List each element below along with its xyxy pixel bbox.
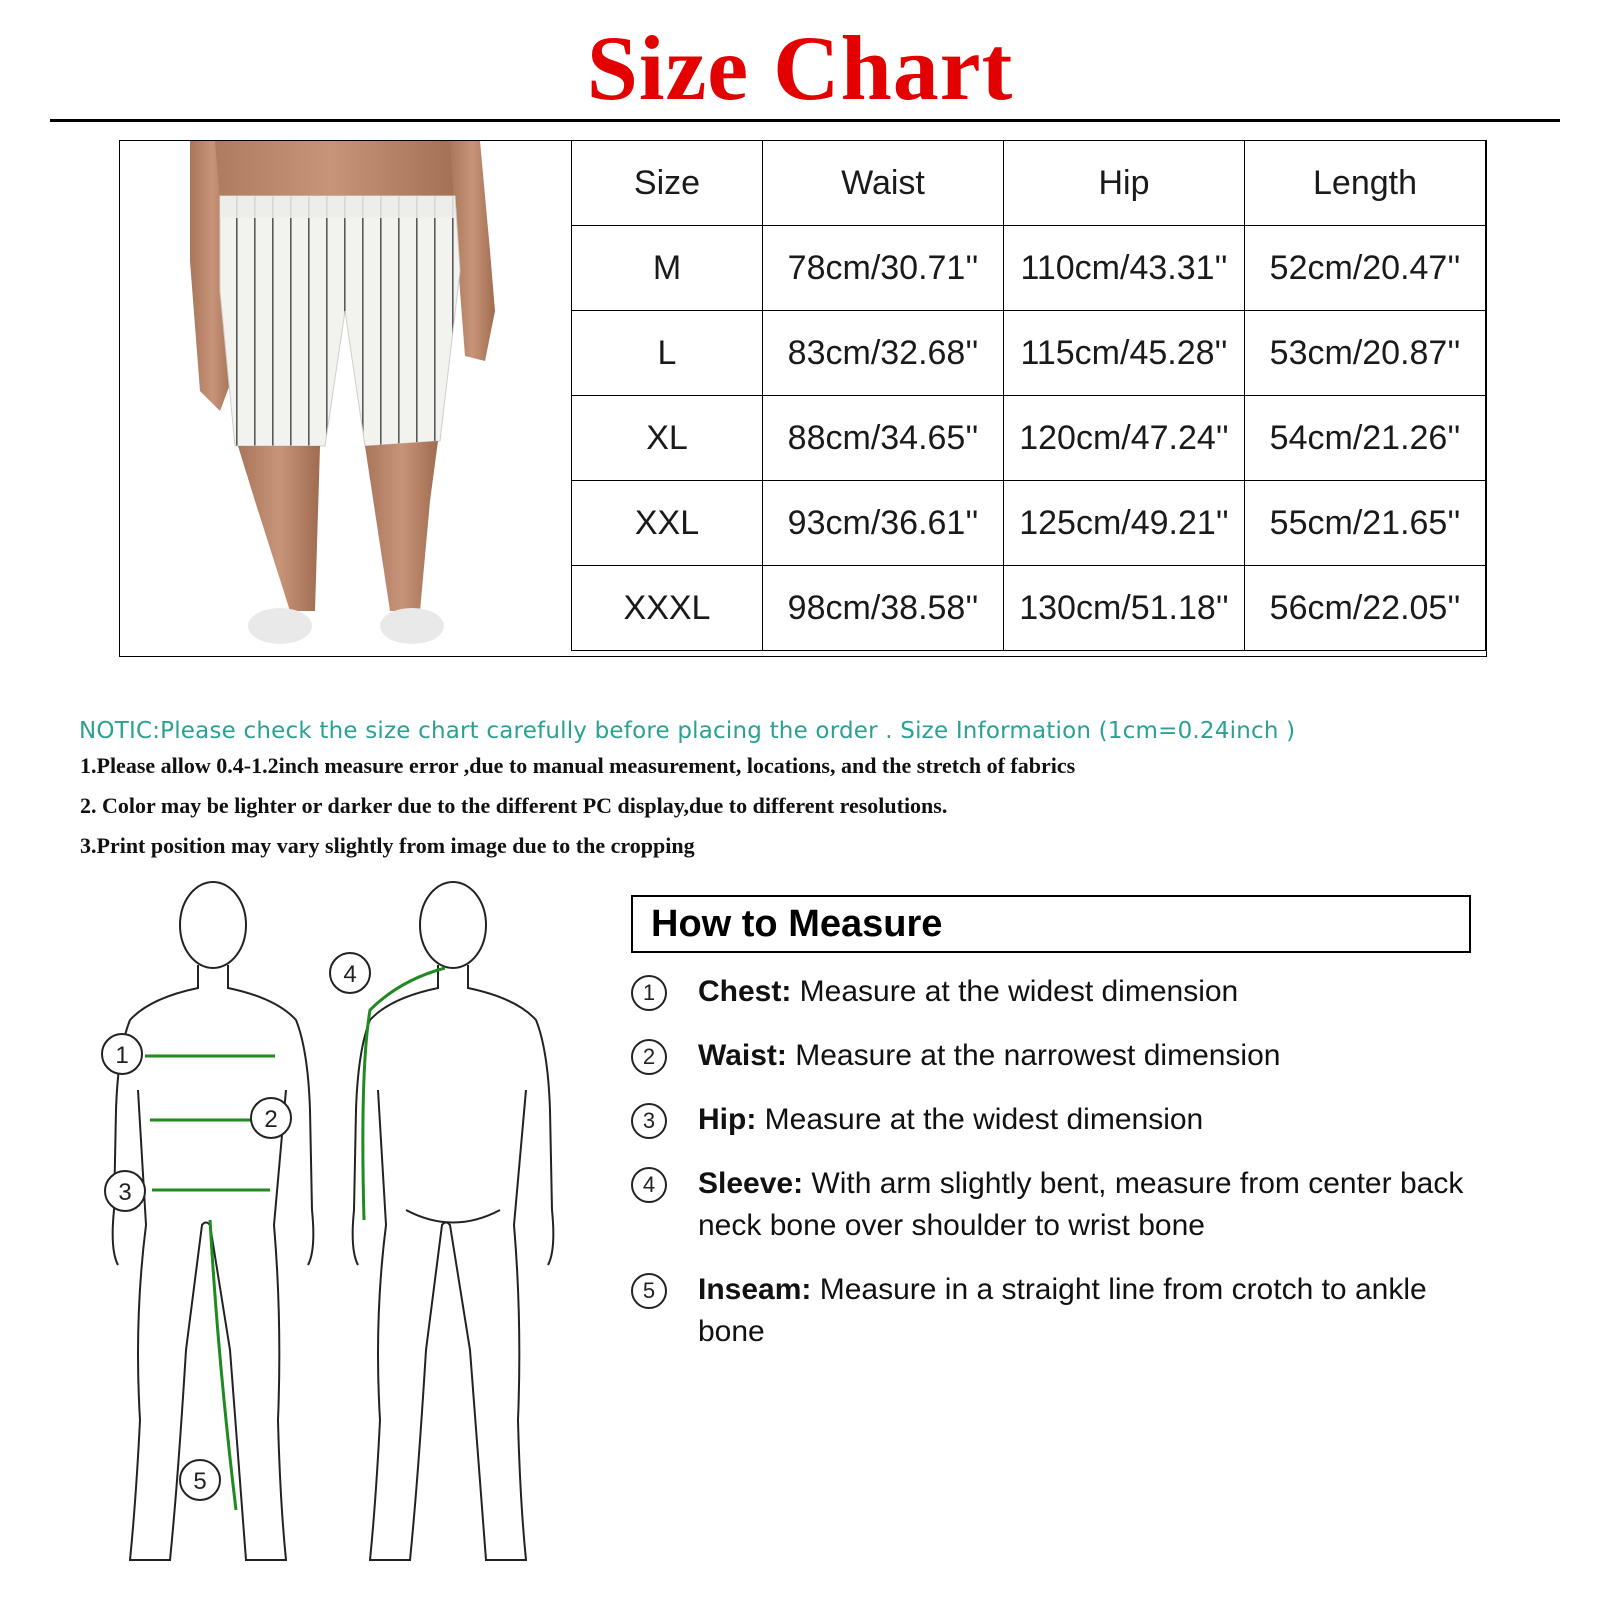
measure-item-text bbox=[698, 1269, 1478, 1353]
header-cell-hip: Hip bbox=[1004, 141, 1245, 226]
how-to-measure-header bbox=[631, 895, 1471, 953]
table-cell: 98cm/38.58'' bbox=[763, 566, 1004, 651]
table-cell: 55cm/21.65'' bbox=[1245, 481, 1486, 566]
table-cell: 93cm/36.61'' bbox=[763, 481, 1004, 566]
marker-1: 1 bbox=[115, 1042, 129, 1069]
measure-item-text bbox=[698, 1099, 1478, 1141]
marker-3: 3 bbox=[118, 1179, 132, 1206]
number-badge: 4 bbox=[631, 1167, 667, 1203]
table-cell: 53cm/20.87'' bbox=[1245, 311, 1486, 396]
marker-2: 2 bbox=[264, 1106, 278, 1133]
table-row bbox=[572, 311, 1486, 396]
measure-item-label: Hip: bbox=[698, 1103, 757, 1136]
note-print-position: 3.Print position may vary slightly from image due to the cropping bbox=[80, 833, 695, 858]
table-cell: 120cm/47.24'' bbox=[1004, 396, 1245, 481]
table-cell: 78cm/30.71'' bbox=[763, 226, 1004, 311]
measure-item-label: Sleeve: bbox=[698, 1167, 804, 1200]
measure-item-text bbox=[698, 1163, 1478, 1247]
number-badge: 3 bbox=[631, 1103, 667, 1139]
body-measure-figure bbox=[90, 880, 590, 1590]
table-cell: 110cm/43.31'' bbox=[1004, 226, 1245, 311]
table-cell: 54cm/21.26'' bbox=[1245, 396, 1486, 481]
number-badge: 2 bbox=[631, 1039, 667, 1075]
table-row bbox=[572, 481, 1486, 566]
marker-4: 4 bbox=[343, 961, 357, 988]
note-measure-error: 1.Please allow 0.4-1.2inch measure error ,due to manual measurement, locations, and the stretch of fabrics bbox=[80, 753, 1076, 778]
title-divider bbox=[50, 119, 1560, 122]
table-cell: 52cm/20.47'' bbox=[1245, 226, 1486, 311]
table-row bbox=[572, 396, 1486, 481]
measure-item-desc: Measure at the narrowest dimension bbox=[786, 1039, 1281, 1072]
marker-5: 5 bbox=[193, 1468, 207, 1495]
table-row bbox=[572, 566, 1486, 651]
table-cell: 83cm/32.68'' bbox=[763, 311, 1004, 396]
table-cell: 88cm/34.65'' bbox=[763, 396, 1004, 481]
measure-item-desc: Measure at the widest dimension bbox=[791, 975, 1239, 1008]
sleeve-line bbox=[363, 968, 445, 1220]
size-chart-frame bbox=[119, 140, 1487, 657]
number-badge: 5 bbox=[631, 1273, 667, 1309]
measure-item-text bbox=[698, 1035, 1478, 1077]
table-cell: XXXL bbox=[572, 566, 763, 651]
note-color-variance: 2. Color may be lighter or darker due to the different PC display,due to different resolutions. bbox=[80, 793, 948, 818]
table-header-row bbox=[572, 141, 1486, 226]
size-notice: NOTIC:Please check the size chart carefully before placing the order . Size Information (1cm=0.24inch ) bbox=[79, 718, 1296, 744]
shorts-model-image bbox=[120, 141, 571, 655]
page-title: Size Chart bbox=[586, 17, 1014, 119]
table-cell: 115cm/45.28'' bbox=[1004, 311, 1245, 396]
measure-item-desc: Measure at the widest dimension bbox=[756, 1103, 1204, 1136]
product-photo bbox=[120, 141, 571, 655]
measure-item-label: Chest: bbox=[698, 975, 792, 1008]
body-outline-diagram bbox=[90, 880, 590, 1590]
header-cell-size: Size bbox=[572, 141, 763, 226]
table-row bbox=[572, 226, 1486, 311]
table-cell: L bbox=[572, 311, 763, 396]
measure-item-desc: Measure in a straight line from crotch to ankle bone bbox=[698, 1273, 1427, 1348]
table-cell: XXL bbox=[572, 481, 763, 566]
measure-item-label: Waist: bbox=[698, 1039, 787, 1072]
table-cell: 56cm/22.05'' bbox=[1245, 566, 1486, 651]
size-table bbox=[571, 140, 1486, 651]
how-to-measure-title: How to Measure bbox=[651, 903, 943, 945]
number-badge: 1 bbox=[631, 975, 667, 1011]
header-cell-waist: Waist bbox=[763, 141, 1004, 226]
measure-item-label: Inseam: bbox=[698, 1273, 812, 1306]
measure-item-desc: With arm slightly bent, measure from center back neck bone over shoulder to wrist bone bbox=[698, 1167, 1464, 1242]
table-cell: 130cm/51.18'' bbox=[1004, 566, 1245, 651]
table-cell: XL bbox=[572, 396, 763, 481]
table-cell: M bbox=[572, 226, 763, 311]
measure-item-text bbox=[698, 971, 1478, 1013]
table-cell: 125cm/49.21'' bbox=[1004, 481, 1245, 566]
header-cell-length: Length bbox=[1245, 141, 1486, 226]
